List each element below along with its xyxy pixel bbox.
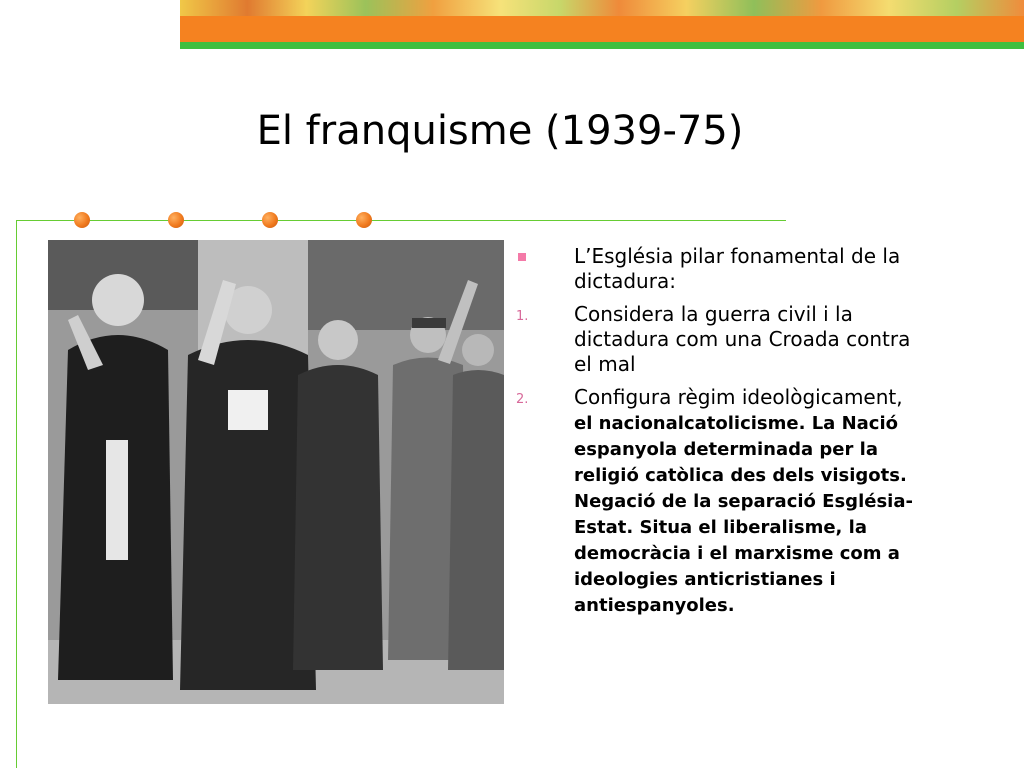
numbered-item-1 xyxy=(512,302,922,377)
orange-dot-2 xyxy=(168,212,184,228)
decorative-top-banner xyxy=(180,0,1024,16)
item-text-bold: el nacionalcatolicisme. La Nació espanyola determinada per la religió catòlica des dels visigots. Negació de la separació Església-Estat. Situa el liberalisme, la democràcia i el marxisme com a ideologies anticristianes i antiespanyoles. xyxy=(574,413,913,616)
header-orange-bar xyxy=(180,16,1024,42)
square-bullet-icon xyxy=(518,253,526,261)
slide-title: El franquisme (1939-75) xyxy=(256,108,744,154)
bullet-text: L’Església pilar fonamental de la dictadura: xyxy=(574,244,901,293)
item-number: 2. xyxy=(516,392,529,407)
item-number: 1. xyxy=(516,309,529,324)
divider-horizontal xyxy=(16,220,786,221)
historical-photo xyxy=(48,240,504,704)
orange-dot-1 xyxy=(74,212,90,228)
item-text-regular: Configura règim ideològicament, xyxy=(574,385,903,409)
slide-content xyxy=(512,244,922,626)
orange-dot-3 xyxy=(262,212,278,228)
divider-vertical xyxy=(16,220,17,768)
photo-illustration xyxy=(48,240,504,704)
bullet-item xyxy=(512,244,922,294)
numbered-item-2 xyxy=(512,385,922,618)
item-text: Considera la guerra civil i la dictadura com una Croada contra el mal xyxy=(574,302,911,376)
orange-dot-4 xyxy=(356,212,372,228)
header-green-bar xyxy=(180,42,1024,49)
